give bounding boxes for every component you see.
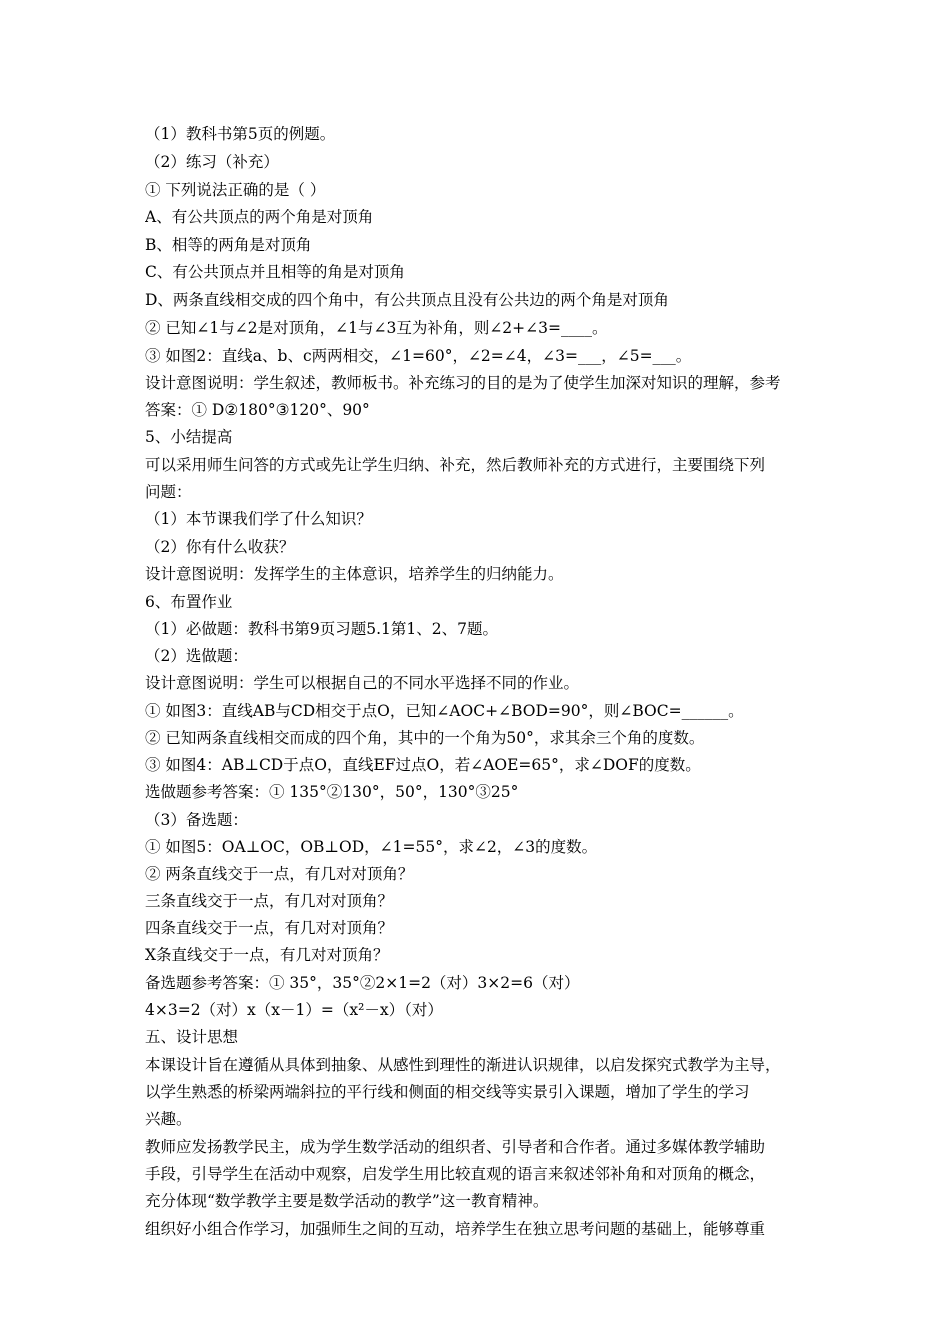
line-text: 设计意图说明：学生可以根据自己的不同水平选择不同的作业。	[145, 674, 580, 692]
line-text: ① 如图5：OA⊥OC，OB⊥OD，∠1=55°，求∠2，∠3的度数。	[145, 838, 598, 856]
text-line	[145, 207, 825, 227]
text-line	[145, 1055, 825, 1075]
text-line	[145, 427, 825, 447]
line-text: （1）教科书第5页的例题。	[145, 125, 336, 143]
line-text: （2）选做题：	[145, 647, 248, 665]
text-line	[145, 400, 825, 420]
line-text: 五、设计思想	[145, 1028, 239, 1046]
text-line	[145, 455, 825, 475]
line-text: D、两条直线相交成的四个角中，有公共顶点且没有公共边的两个角是对顶角	[145, 291, 669, 309]
line-text: （1）本节课我们学了什么知识？	[145, 510, 372, 528]
text-line	[145, 918, 825, 938]
line-text: （1）必做题：教科书第9页习题5.1第1、2、7题。	[145, 620, 498, 638]
text-line	[145, 891, 825, 911]
text-line	[145, 619, 825, 639]
text-line	[145, 1109, 825, 1129]
text-line	[145, 810, 825, 830]
text-line	[145, 1164, 825, 1184]
line-text: （2）练习（补充）	[145, 153, 279, 171]
text-line	[145, 346, 825, 366]
text-line	[145, 945, 825, 965]
line-text: 教师应发扬教学民主，成为学生数学活动的组织者、引导者和合作者。通过多媒体教学辅助	[145, 1138, 766, 1156]
text-line	[145, 180, 825, 200]
line-text: 手段，引导学生在活动中观察，启发学生用比较直观的语言来叙述邻补角和对顶角的概念，	[145, 1165, 766, 1183]
line-text: 选做题参考答案：① 135°②130°，50°，130°③25°	[145, 783, 519, 801]
text-line	[145, 755, 825, 775]
text-line	[145, 1027, 825, 1047]
text-line	[145, 262, 825, 282]
text-line	[145, 509, 825, 529]
text-line	[145, 537, 825, 557]
line-text: 以学生熟悉的桥梁两端斜拉的平行线和侧面的相交线等实景引入课题，增加了学生的学习	[145, 1083, 750, 1101]
text-line	[145, 1191, 825, 1211]
text-line	[145, 782, 825, 802]
text-line	[145, 673, 825, 693]
line-text: 设计意图说明：发挥学生的主体意识，培养学生的归纳能力。	[145, 565, 564, 583]
line-text: ③ 如图4：AB⊥CD于点O，直线EF过点O，若∠AOE=65°，求∠DOF的度数。	[145, 756, 701, 774]
text-line	[145, 728, 825, 748]
text-line	[145, 482, 825, 502]
text-line	[145, 646, 825, 666]
line-text: ② 已知∠1与∠2是对顶角，∠1与∠3互为补角，则∠2+∠3=____。	[145, 319, 608, 337]
line-text: 问题：	[145, 483, 192, 501]
text-line	[145, 837, 825, 857]
line-text: 答案：① D②180°③120°、90°	[145, 401, 370, 419]
line-text: 兴趣。	[145, 1110, 192, 1128]
line-text: X条直线交于一点，有几对对顶角？	[145, 946, 389, 964]
line-text: 本课设计旨在遵循从具体到抽象、从感性到理性的渐进认识规律，以启发探究式教学为主导，	[145, 1056, 781, 1074]
line-text: 备选题参考答案：① 35°，35°②2×1=2（对）3×2=6（对）	[145, 974, 580, 992]
text-line	[145, 973, 825, 993]
line-text: 6、布置作业	[145, 593, 233, 611]
line-text: （3）备选题：	[145, 811, 248, 829]
line-text: ① 下列说法正确的是（ ）	[145, 181, 326, 199]
line-text: 4×3=2（对）x（x－1）=（x²－x）（对）	[145, 1001, 443, 1019]
text-line	[145, 318, 825, 338]
line-text: B、相等的两角是对顶角	[145, 236, 312, 254]
line-text: ② 两条直线交于一点，有几对对顶角？	[145, 865, 414, 883]
text-line	[145, 564, 825, 584]
text-line	[145, 701, 825, 721]
text-line	[145, 1000, 825, 1020]
text-line	[145, 124, 825, 144]
line-text: 可以采用师生问答的方式或先让学生归纳、补充，然后教师补充的方式进行，主要围绕下列	[145, 456, 766, 474]
line-text: 设计意图说明：学生叙述，教师板书。补充练习的目的是为了使学生加深对知识的理解，参考	[145, 374, 781, 392]
text-line	[145, 235, 825, 255]
text-line	[145, 592, 825, 612]
text-line	[145, 1219, 825, 1239]
text-line	[145, 1137, 825, 1157]
line-text: 充分体现“数学教学主要是数学活动的教学”这一教育精神。	[145, 1192, 549, 1210]
line-text: 组织好小组合作学习，加强师生之间的互动，培养学生在独立思考问题的基础上，能够尊重	[145, 1220, 766, 1238]
line-text: 四条直线交于一点，有几对对顶角？	[145, 919, 394, 937]
line-text: ① 如图3：直线AB与CD相交于点O，已知∠AOC+∠BOD=90°，则∠BOC=______。	[145, 702, 744, 720]
text-line	[145, 1082, 825, 1102]
text-line	[145, 152, 825, 172]
line-text: （2）你有什么收获？	[145, 538, 295, 556]
text-line	[145, 864, 825, 884]
line-text: 三条直线交于一点，有几对对顶角？	[145, 892, 394, 910]
text-line	[145, 290, 825, 310]
line-text: A、有公共顶点的两个角是对顶角	[145, 208, 374, 226]
line-text: ② 已知两条直线相交而成的四个角，其中的一个角为50°，求其余三个角的度数。	[145, 729, 705, 747]
line-text: 5、小结提高	[145, 428, 233, 446]
line-text: C、有公共顶点并且相等的角是对顶角	[145, 263, 405, 281]
text-line	[145, 373, 825, 393]
line-text: ③ 如图2：直线a、b、c两两相交，∠1=60°，∠2=∠4，∠3=___，∠5=___。	[145, 347, 692, 365]
